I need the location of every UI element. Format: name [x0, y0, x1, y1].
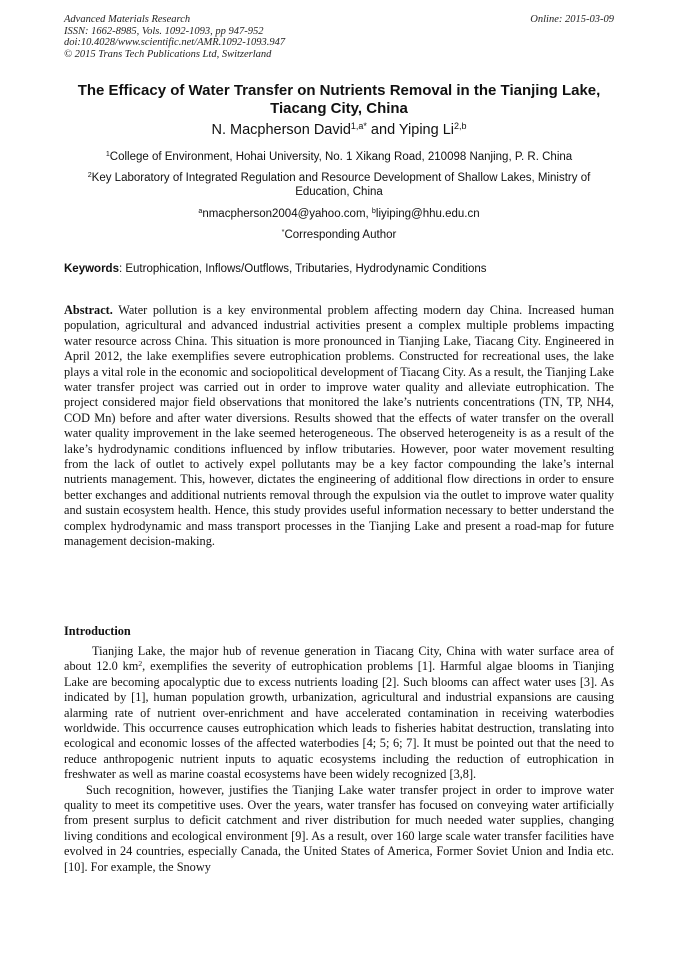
keywords-line [64, 262, 614, 276]
author-2: Yiping Li [398, 122, 454, 138]
affiliation-1-marker: 1 [105, 150, 110, 159]
abstract-paragraph [64, 303, 614, 550]
email-a-marker: a [198, 207, 203, 216]
author-1: N. Macpherson David [211, 122, 351, 138]
affiliation-2-marker: 2 [87, 171, 92, 180]
intro-paragraph-2: Such recognition, however, justifies the Tianjing Lake water transfer project in order to improve water quality to meet its competitive uses. Over the years, water transfer has focused on conveying water artificially from present surplus to deficit catchment and river distribution for much needed water supplies, changing living conditions and ecological environment [9]. As a result, over 160 large scale water transfer facilities have evolved in 24 countries, especially Canada, the United States of America, Former Soviet Union and India etc. [10]. For example, the Snowy [64, 782, 614, 874]
affiliation-2 [64, 171, 614, 199]
corresponding-marker: * [281, 228, 285, 237]
email-line [64, 207, 614, 221]
online-date: Online: 2015-03-09 [530, 14, 614, 25]
introduction-heading: Introduction [64, 624, 131, 638]
author-conjunction: and [366, 122, 399, 138]
affiliation-1-text: College of Environment, Hohai University, No. 1 Xikang Road, 210098 Nanjing, P. R. China [109, 151, 573, 163]
affiliation-2-text: Key Laboratory of Integrated Regulation and Resource Development of Shallow Lakes, Ministry of Education, China [91, 172, 591, 198]
email-b-marker: b [371, 207, 376, 216]
keywords-text: : Eutrophication, Inflows/Outflows, Tributaries, Hydrodynamic Conditions [118, 263, 487, 275]
introduction-body [64, 644, 614, 875]
author-1-marker: 1,a* [350, 121, 367, 132]
issn-line: ISSN: 1662-8985, Vols. 1092-1093, pp 947-952 [64, 25, 264, 37]
email-b[interactable]: liyiping@hhu.edu.cn [375, 208, 480, 220]
intro-p1-end: , exemplifies the severity of eutrophication problems [1]. Harmful algae blooms in Tianjing Lake are becoming apocalyptic due to excess nutrients loading [2]. Such blooms can affect water uses [3]. As indicated by [1], human population growth, urbanization, agricultural and industrial expansions are causing alarming rate of nutrient over-enrichment and have accelerated contamination in receiving waterbodies worldwide. This occurrence causes eutrophication which leads to fisheries habitat destruction, translating into ecological and economic losses of the affected waterbodies [4; 5; 6; 7]. It must be pointed out that the need to reduce anthropogenic nutrient inputs to aquatic ecosystems including the reduction of eutrophication in freshwater as well as marine coastal ecosystems have been widely recognized [3,8]. [64, 659, 614, 782]
corresponding-note [64, 228, 614, 242]
abstract-label: Abstract. [64, 303, 113, 317]
affiliation-1 [64, 150, 614, 164]
keywords-label: Keywords [64, 263, 119, 275]
copyright-line: © 2015 Trans Tech Publications Ltd, Switzerland [64, 48, 272, 60]
journal-header [64, 14, 285, 60]
intro-paragraph-1 [64, 644, 614, 783]
email-a[interactable]: nmacpherson2004@yahoo.com, [202, 208, 369, 220]
author-2-marker: 2,b [454, 121, 467, 132]
abstract-text: Water pollution is a key environmental problem affecting modern day China. Increased human population, agricultural and advanced industrial activities present a complex multiple problems impacting water resource across China. This situation is more pronounced in Tianjing Lake, Tiacang City. Engineered in April 2012, the lake exemplifies severe eutrophication problems. Constructed for recreational uses, the lake plays a vital role in the economic and sociopolitical development of Tiacang City. As a result, the Tianjing Lake water transfer project was carried out in order to improve water quality and alleviate eutrophication. The project considered major field observations that monitored the lake’s nutrients concentrations (TN, TP, NH4, COD Mn) before and after water diversions. Results showed that the effects of water transfer on the overall water quality improvement in the lake seemed heterogeneous. The observed heterogeneity is as a result of the lake’s hydrodynamic conditions influenced by inflow tributaries. However, poor water movement resulting from the lack of outlet to actively expel pollutants may be a key factor compounding the lake’s internal nutrients management. This, however, dictates the engineering of additional flow directions in order to ensure better exchanges and additional nutrients removal through the expulsion via the outlet to improve water quality and sustain ecosystem health. Hence, this study provides useful information necessary to better understand the complex hydrodynamic and mass transport processes in the Tianjing Lake and present a road-map for future management decision-making. [64, 303, 614, 549]
paper-title: The Efficacy of Water Transfer on Nutrients Removal in the Tianjing Lake, Tiacang City, China [77, 82, 601, 117]
corresponding-text: Corresponding Author [284, 229, 397, 241]
doi-line: doi:10.4028/www.scientific.net/AMR.1092-1093.947 [64, 37, 286, 49]
journal-name: Advanced Materials Research [64, 14, 191, 25]
author-line [64, 121, 614, 139]
intro-p1-superscript: 2 [138, 659, 143, 669]
intro-p1-start: Tianjing Lake, the major hub of revenue generation in Tiacang City, China with water surface area of about 12.0 km [64, 644, 614, 674]
